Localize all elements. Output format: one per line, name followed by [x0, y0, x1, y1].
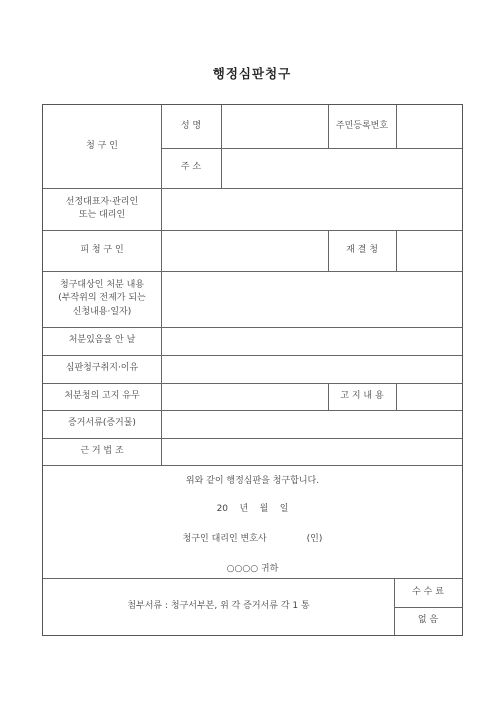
respondent-label: 피 청 구 인	[80, 244, 124, 255]
form-title: 행정심판청구	[212, 66, 292, 81]
evidence-field[interactable]	[161, 410, 462, 438]
representative-label-line: 또는 대리인	[78, 210, 126, 220]
name-label: 성 명	[180, 120, 202, 131]
decision-agency-field[interactable]	[396, 230, 462, 271]
notice-date-field[interactable]	[161, 327, 462, 355]
notice-date-label: 처분있음을 안 날	[68, 335, 136, 346]
representative-label	[43, 188, 161, 230]
purpose-reason-field[interactable]	[161, 355, 462, 383]
notice-content-label: 고 지 내 용	[340, 390, 384, 401]
name-field[interactable]	[221, 105, 328, 148]
address-field[interactable]	[221, 148, 462, 188]
declaration-signer: 청구인 대리인 변호사 (인)	[182, 534, 323, 544]
resident-number-label: 주민등록번호	[335, 120, 389, 131]
address-label: 주 소	[180, 162, 202, 173]
attachments-note: 첨부서류 : 청구서부본, 위 각 증거서류 각 1 통	[127, 600, 310, 611]
target-disposition-label-line: (부작위의 전제가 되는	[58, 293, 146, 304]
declaration-statement: 위와 같이 행정심판을 청구합니다.	[185, 476, 320, 486]
notice-status-field[interactable]	[161, 383, 328, 410]
legal-basis-field[interactable]	[161, 438, 462, 465]
decision-agency-label: 재 결 청	[346, 244, 378, 255]
divider	[43, 465, 462, 466]
respondent-field[interactable]	[161, 230, 328, 271]
target-disposition-label-line: 청구대상인 처분 내용	[60, 280, 144, 291]
declaration-date: 20 년 월 일	[216, 504, 289, 514]
fee-value: 없 음	[417, 615, 439, 626]
legal-basis-label: 근 거 법 조	[80, 445, 124, 456]
evidence-label: 증거서류(증거물)	[68, 418, 136, 429]
purpose-reason-label: 심판청구취지·이유	[65, 363, 139, 374]
representative-label-line: 선정대표자·관리인	[65, 196, 139, 207]
administrative-appeal-form	[42, 104, 463, 636]
declaration-recipient: ○○○○ 귀하	[226, 564, 279, 574]
notice-status-label: 처분청의 고지 유무	[64, 390, 140, 401]
target-disposition-field[interactable]	[161, 271, 462, 327]
notice-content-field[interactable]	[396, 383, 462, 410]
target-disposition-label	[43, 271, 161, 327]
target-disposition-label-line: 신청내용·일자)	[72, 306, 132, 317]
fee-label: 수 수 료	[412, 586, 444, 597]
resident-number-field[interactable]	[396, 105, 462, 148]
claimant-label: 청 구 인	[86, 140, 118, 151]
representative-field[interactable]	[161, 188, 462, 230]
